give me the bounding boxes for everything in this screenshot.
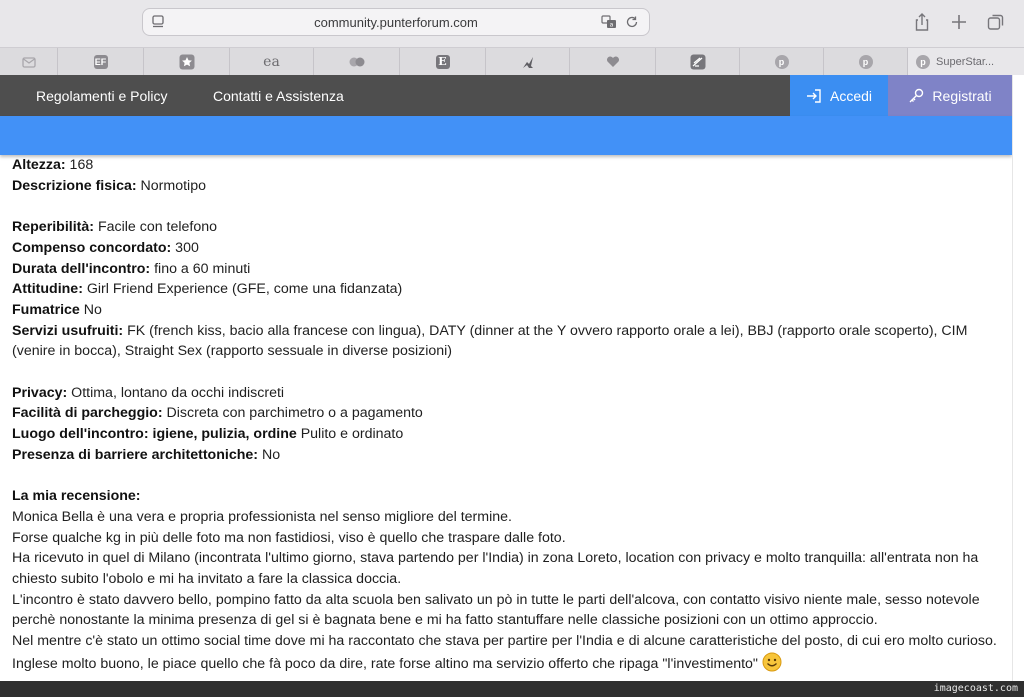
reload-icon[interactable] xyxy=(625,15,639,29)
ea-icon: ea xyxy=(263,53,280,70)
address-bar[interactable] xyxy=(142,8,650,36)
heart-icon xyxy=(606,55,620,68)
figure-icon xyxy=(520,54,536,70)
site-header xyxy=(0,75,1012,116)
field-parcheggio: Facilità di parcheggio: Discreta con parchimetro o a pagamento xyxy=(12,405,423,422)
nav-contatti[interactable]: Contatti e Assistenza xyxy=(213,88,344,104)
translate-icon[interactable] xyxy=(601,15,617,29)
feather-icon xyxy=(690,54,706,70)
tab-4[interactable] xyxy=(230,48,314,75)
field-durata: Durata dell'incontro: fino a 60 minuti xyxy=(12,260,251,277)
tab-3[interactable] xyxy=(144,48,230,75)
tab-superstar[interactable] xyxy=(908,48,1024,75)
field-luogo: Luogo dell'incontro: igiene, pulizia, ordine Pulito e ordinato xyxy=(12,426,404,443)
tab-7[interactable] xyxy=(486,48,570,75)
review-heading: La mia recensione: xyxy=(12,488,141,505)
tab-9[interactable] xyxy=(656,48,740,75)
review-paragraph: Monica Bella è una vera e propria professionista nel senso migliore del termine. xyxy=(12,508,512,525)
register-button[interactable] xyxy=(888,75,1012,116)
watermark: imagecoast.com xyxy=(933,683,1018,694)
star-icon xyxy=(179,54,195,70)
blue-subheader xyxy=(0,116,1012,155)
ef-icon: EF xyxy=(94,56,107,67)
tab-label: SuperStar... xyxy=(936,55,995,68)
tab-11[interactable] xyxy=(824,48,908,75)
tab-2[interactable] xyxy=(58,48,144,75)
login-label: Accedi xyxy=(829,87,873,104)
post-content xyxy=(12,155,1002,675)
key-icon xyxy=(908,88,924,104)
login-button[interactable] xyxy=(790,75,888,116)
bottom-bar xyxy=(0,681,1024,697)
review-paragraph: Ha ricevuto in quel di Milano (incontrata l'ultimo giorno, stava partendo per l'India) in zona Loreto, location con privacy e molto tranquilla: all'entrata non ha chiesto subito l'obolo e mi ha invitato a fare la classica doccia. xyxy=(12,550,979,588)
field-reperibilita: Reperibilità: Facile con telefono xyxy=(12,219,218,236)
field-barriere: Presenza di barriere architettoniche: No xyxy=(12,446,281,463)
review-paragraph: Forse qualche kg in più delle foto ma non fastidiosi, viso è quello che traspare dalle foto. xyxy=(12,529,566,546)
field-altezza: Altezza: 168 xyxy=(12,157,94,173)
tab-8[interactable] xyxy=(570,48,656,75)
tab-strip xyxy=(0,47,1024,75)
field-fumatrice: Fumatrice No xyxy=(12,301,102,318)
scrollbar-track[interactable] xyxy=(1012,75,1024,685)
smiley-icon xyxy=(762,652,782,672)
sign-in-icon xyxy=(806,89,822,103)
tab-10[interactable] xyxy=(740,48,824,75)
address-url[interactable]: community.punterforum.com xyxy=(314,15,478,30)
tab-overview-icon[interactable] xyxy=(986,12,1006,32)
register-label: Registrati xyxy=(932,87,992,104)
p-icon: p xyxy=(775,55,789,69)
svg-text:a: a xyxy=(609,21,614,29)
field-privacy: Privacy: Ottima, lontano da occhi indiscreti xyxy=(12,384,285,401)
p-icon: p xyxy=(916,55,930,69)
e-icon: E xyxy=(436,55,450,69)
field-compenso: Compenso concordato: 300 xyxy=(12,239,199,256)
tab-5[interactable] xyxy=(314,48,400,75)
field-servizi: Servizi usufruiti: FK (french kiss, bacio alla francese con lingua), DATY (dinner at the Y ovvero rapporto orale a lei), BBJ (rapporto orale scoperto), CIM (venire in bocca), Straight Sex (rapporto sessuale in diverse posizioni) xyxy=(12,322,968,360)
field-attitudine: Attitudine: Girl Friend Experience (GFE, come una fidanzata) xyxy=(12,281,403,298)
review-paragraph-last: Nel mentre c'è stato un ottimo social time dove mi ha raccontato che stava per partire per l'India e di alcune caratteristiche del posto, di cui ero molto curioso. Inglese molto buono, le piace quello che fà poco da dire, rate forse altino ma servizio offerto che ripaga "l'investimento" xyxy=(12,633,997,672)
hearts-icon xyxy=(348,55,366,69)
tab-6[interactable] xyxy=(400,48,486,75)
p-icon: p xyxy=(859,55,873,69)
share-icon[interactable] xyxy=(912,12,932,32)
nav-regolamenti[interactable]: Regolamenti e Policy xyxy=(36,88,168,104)
mail-icon xyxy=(22,55,36,69)
field-descrizione: Descrizione fisica: Normotipo xyxy=(12,177,206,194)
review-paragraph: L'incontro è stato davvero bello, pompino fatto da alta scuola ben salivato un pò in tutte le parti dell'alcova, con contatto visivo niente male, sesso notevole perchè nonostante la minima presenza di gel si è bagnata bene e mi ha fatto stantuffare nelle classiche posizioni con un ottimo approccio. xyxy=(12,591,980,629)
tab-1[interactable] xyxy=(0,48,58,75)
new-tab-icon[interactable] xyxy=(949,12,969,32)
